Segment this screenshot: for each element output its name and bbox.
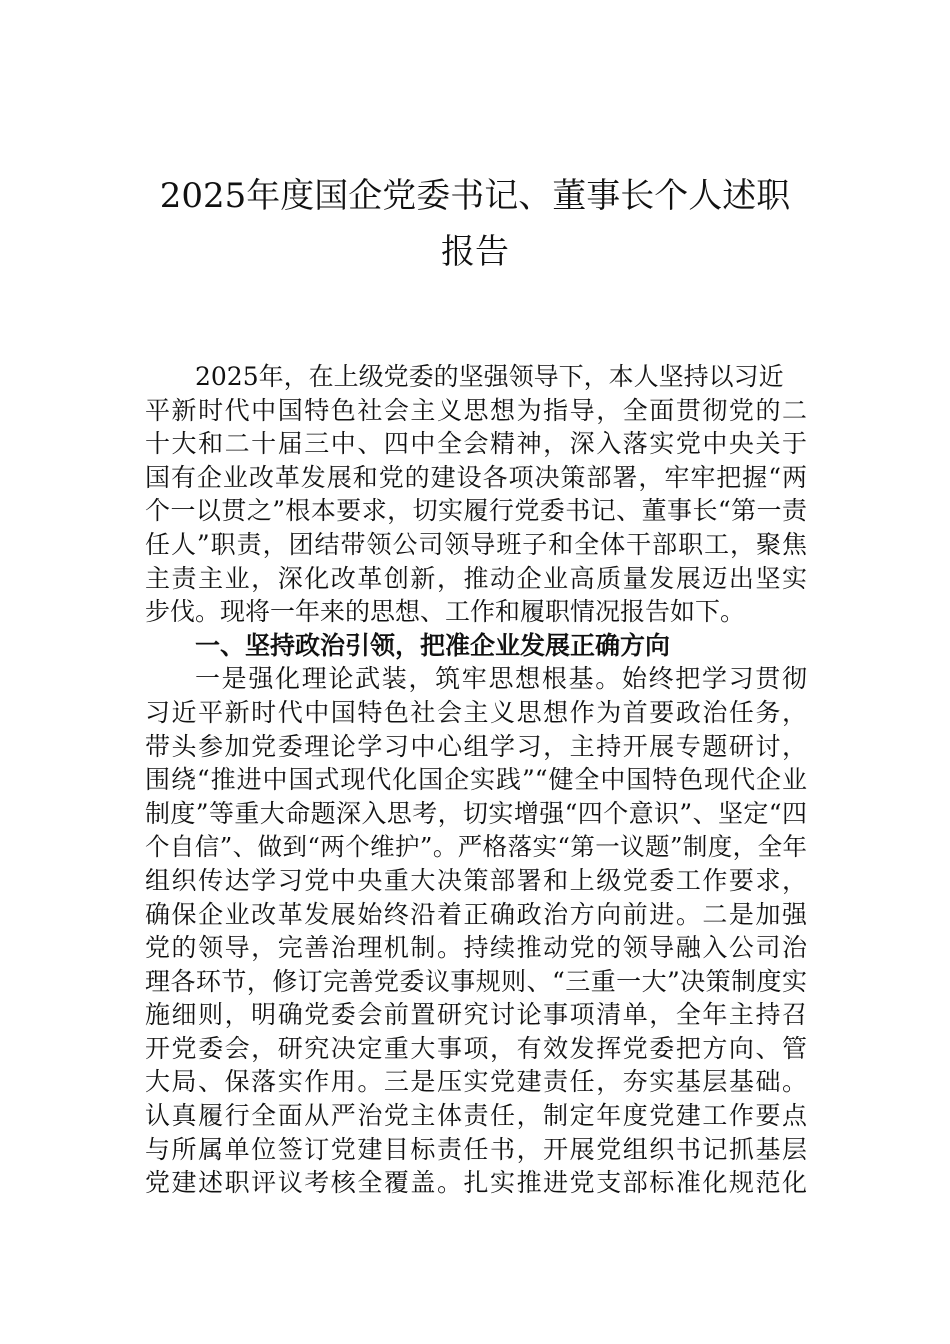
text-line: 步伐。现将一年来的思想、工作和履职情况报告如下。 xyxy=(145,597,746,627)
text-line: 与所属单位签订党建目标责任书，开展党组织书记抓基层 xyxy=(145,1134,807,1164)
text-line: 施细则，明确党委会前置研究讨论事项清单，全年主持召 xyxy=(145,1000,807,1030)
text-line: 组织传达学习党中央重大决策部署和上级党委工作要求， xyxy=(145,865,807,895)
text-line: 十大和二十届三中、四中全会精神，深入落实党中央关于 xyxy=(145,429,807,459)
text-line: 习近平新时代中国特色社会主义思想作为首要政治任务， xyxy=(145,697,807,727)
text-line: 2025年，在上级党委的坚强领导下，本人坚持以习近 xyxy=(195,362,784,391)
text-line: 确保企业改革发展始终沿着正确政治方向前进。二是加强 xyxy=(145,899,807,929)
text-line: 个一以贯之”根本要求，切实履行党委书记、董事长“第一责 xyxy=(145,496,807,526)
text-line: 制度”等重大命题深入思考，切实增强“四个意识”、坚定“四 xyxy=(145,798,807,828)
section-heading: 一、坚持政治引领，把准企业发展正确方向 xyxy=(195,630,671,660)
document-title xyxy=(120,168,830,280)
text-line: 党的领导，完善治理机制。持续推动党的领导融入公司治 xyxy=(145,933,807,963)
text-line: 围绕“推进中国式现代化国企实践”“健全中国特色现代企业 xyxy=(145,765,807,795)
title-line-1: 2025年度国企党委书记、董事长个人述职 xyxy=(159,176,791,216)
text-line: 认真履行全面从严治党主体责任，制定年度党建工作要点 xyxy=(145,1101,807,1131)
text-line: 带头参加党委理论学习中心组学习，主持开展专题研讨， xyxy=(145,731,807,761)
text-line: 理各环节，修订完善党委议事规则、“三重一大”决策制度实 xyxy=(145,966,807,996)
text-line: 开党委会，研究决定重大事项，有效发挥党委把方向、管 xyxy=(145,1033,807,1063)
text-line: 任人”职责，团结带领公司领导班子和全体干部职工，聚焦 xyxy=(145,529,807,559)
text-line: 国有企业改革发展和党的建设各项决策部署，牢牢把握“两 xyxy=(145,462,807,492)
text-line: 主责主业，深化改革创新，推动企业高质量发展迈出坚实 xyxy=(145,563,807,593)
title-line-2: 报告 xyxy=(441,232,509,272)
text-line: 个自信”、做到“两个维护”。严格落实“第一议题”制度，全年 xyxy=(145,832,807,862)
text-line: 平新时代中国特色社会主义思想为指导，全面贯彻党的二 xyxy=(145,395,807,425)
text-line: 大局、保落实作用。三是压实党建责任，夯实基层基础。 xyxy=(145,1067,807,1097)
text-line: 党建述职评议考核全覆盖。扎实推进党支部标准化规范化 xyxy=(145,1168,807,1198)
document-body xyxy=(145,360,807,1200)
text-line: 一是强化理论武装，筑牢思想根基。始终把学习贯彻 xyxy=(195,664,807,694)
